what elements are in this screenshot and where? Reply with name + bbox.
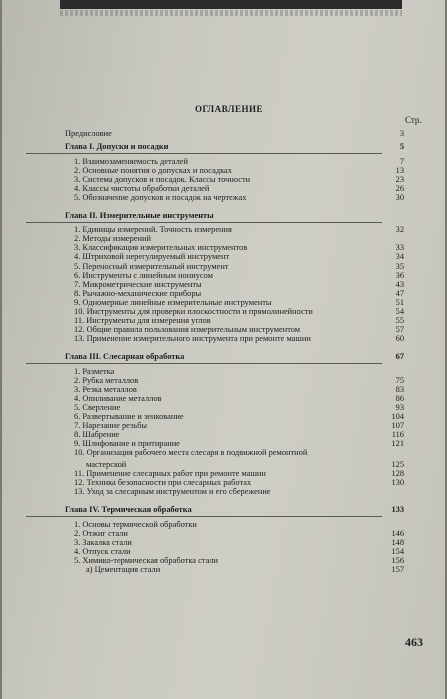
toc-entry-text: 3. Система допусков и посадок. Классы точности [74,175,251,184]
toc-entry-text: Глава III. Слесарная обработка [65,352,185,361]
toc-entry-page: 36 [395,271,404,280]
toc-entry-text: Глава IV. Термическая обработка [65,505,192,514]
toc-row [26,565,411,575]
toc-row [26,129,411,139]
toc-entry-text: 4. Опиливание металлов [74,394,162,403]
toc-entry-text: 10. Инструменты для проверки плоскостности и прямолинейности [74,307,313,316]
toc-entry-text: Предисловие [65,129,112,138]
toc-entry-text: 6. Развертывание и зенкование [74,412,184,421]
toc-entry-page: 157 [391,565,404,574]
toc-entry-text: 3. Резка металлов [74,385,137,394]
toc-entry-text: 3. Классификация измерительных инструментов [74,243,248,252]
toc-entry-page: 30 [395,193,404,202]
toc-chapter-row [26,142,411,152]
chapter-underline [26,516,382,517]
toc-entry-page: 148 [391,538,404,547]
chapter-underline [26,363,382,364]
toc-entry-page: 23 [395,175,404,184]
toc-entry-text: 6. Инструменты с линейным нониусом [74,271,213,280]
toc-entry-page: 55 [395,316,404,325]
toc-entry-text: 1. Разметка [74,367,115,376]
toc-entry-page: 128 [391,469,404,478]
toc-entry-page: 5 [399,142,404,151]
toc-entry-page: 57 [395,325,404,334]
toc-entry-text: 2. Рубка металлов [74,376,139,385]
toc-entry-text: 2. Отжиг стали [74,529,128,538]
toc-chapter-row [26,352,411,362]
chapter-underline [26,153,382,154]
toc-entry-text: 13. Уход за слесарным инструментом и его сбережение [74,487,271,496]
toc-chapter-row [26,211,411,221]
toc-entry-page: 32 [395,225,404,234]
toc-entry-page: 125 [391,460,404,469]
toc-row [26,252,411,262]
toc-entry-page: 67 [395,352,404,361]
toc-entry-page: 86 [395,394,404,403]
page-column-header: Стр. [405,115,422,125]
toc-entry-page: 133 [391,505,404,514]
toc-entry-page: 130 [391,478,404,487]
toc-entry-page: 47 [395,289,404,298]
toc-chapter-row [26,505,411,515]
toc-entry-text: 7. Нарезание резьбы [74,421,147,430]
toc-entry-text: а) Цементация стали [86,565,161,574]
toc-entry-page: 75 [395,376,404,385]
toc-entry-page: 54 [395,307,404,316]
toc-entry-page: 3 [399,129,404,138]
toc-entry-text: 8. Рычажно-механические приборы [74,289,202,298]
toc-entry-text: 1. Единицы измерений. Точность измерения [74,225,232,234]
toc-entry-text: 2. Методы измерений [74,234,151,243]
toc-entry-page: 156 [391,556,404,565]
page-number: 463 [405,635,423,649]
toc-entry-page: 121 [391,439,404,448]
toc-entry-page: 104 [391,412,404,421]
toc-entry-text: 1. Взаимозаменяемость деталей [74,157,188,166]
toc-entry-page: 7 [399,157,404,166]
toc-entry-page: 26 [395,184,404,193]
toc-entry-text: 4. Отпуск стали [74,547,131,556]
book-page [2,0,445,699]
toc-entry-text: 5. Сверление [74,403,121,412]
toc-entry-text: 4. Штриховой нерегулируемый инструмент [74,252,230,261]
toc-entry-page: 43 [395,280,404,289]
toc-entry-text: 5. Обозначение допусков и посадок на чертежах [74,193,247,202]
top-edge-bar [60,0,402,9]
toc-entry-page: 154 [391,547,404,556]
toc-entry-text: 12. Техника безопасности при слесарных работах [74,478,252,487]
toc-entry-page: 35 [395,262,404,271]
toc-entry-page: 107 [391,421,404,430]
toc-entry-text: 4. Классы чистоты обработки деталей [74,184,210,193]
toc-row [26,193,411,203]
toc-entry-text: 11. Применение слесарных работ при ремонте машин [74,469,266,478]
toc-entry-text: Глава II. Измерительные инструменты [65,211,214,220]
toc-entry-text: 3. Закалка стали [74,538,132,547]
toc-entry-text: 5. Химико-термическая обработка стали [74,556,219,565]
toc-entry-text: Глава I. Допуски и посадки [65,142,169,151]
toc-entry-text: мастерской [86,460,127,469]
toc-entry-page: 83 [395,385,404,394]
toc-entry-text: 10. Организация рабочего места слесаря в подвижной ремонтной [74,448,308,457]
bleed-through-text [60,10,402,16]
toc-entry-text: 12. Общие правила пользования измерительным инструментом [74,325,301,334]
toc-entry-text: 8. Шабрение [74,430,120,439]
toc-entry-text: 7. Микрометрические инструменты [74,280,202,289]
toc-entry-text: 5. Переносный измерительный инструмент [74,262,229,271]
toc-entry-text: 13. Применение измерительного инструмента при ремонте машин [74,334,311,343]
toc-entry-text: 1. Основы термической обработки [74,520,197,529]
toc-row [26,334,411,344]
toc-entry-page: 51 [395,298,404,307]
toc-entry-page: 60 [395,334,404,343]
toc-entry-page: 33 [395,243,404,252]
toc-entry-text: 9. Шлифование и притирание [74,439,180,448]
toc-entry-text: 9. Одномерные линейные измерительные инструменты [74,298,272,307]
toc-entry-page: 93 [395,403,404,412]
toc-entry-page: 116 [391,430,404,439]
toc-entry-page: 146 [391,529,404,538]
toc-row [26,448,411,458]
toc-entry-text: 11. Инструменты для измерения углов [74,316,211,325]
toc-row [26,487,411,497]
toc-title: ОГЛАВЛЕНИЕ [195,104,263,114]
chapter-underline [26,222,382,223]
toc-entry-page: 13 [395,166,404,175]
toc-entry-page: 34 [395,252,404,261]
toc-entry-text: 2. Основные понятия о допусках и посадках [74,166,232,175]
